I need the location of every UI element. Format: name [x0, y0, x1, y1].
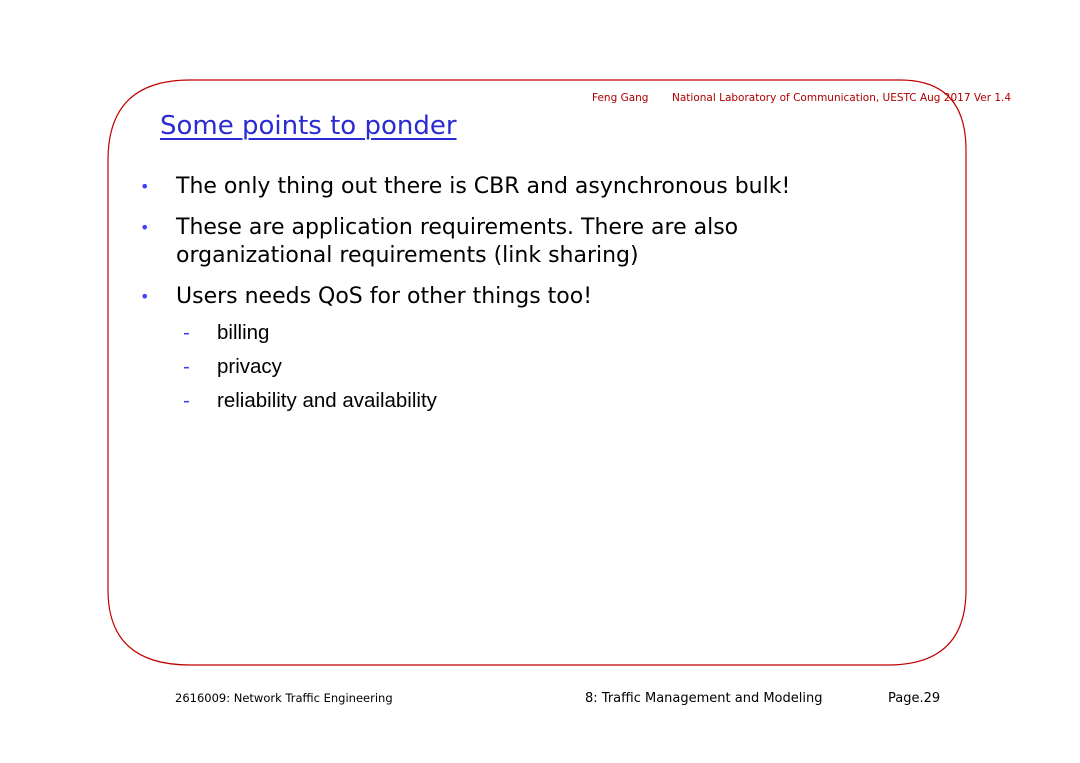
sub-bullet-item: - privacy — [183, 355, 282, 378]
bullet-item: • These are application requirements. There are also — [140, 215, 739, 240]
bullet-dot-icon: • — [140, 218, 150, 237]
dash-icon: - — [183, 355, 190, 378]
footer-chapter: 8: Traffic Management and Modeling — [585, 691, 823, 706]
bullet-continuation: organizational requirements (link sharing) — [176, 243, 639, 268]
bullet-dot-icon: • — [140, 177, 150, 196]
bullet-item: • The only thing out there is CBR and asynchronous bulk! — [140, 174, 791, 199]
header-lab-info: National Laboratory of Communication, UESTC Aug 2017 Ver 1.4 — [672, 92, 1012, 104]
footer-course: 2616009: Network Traffic Engineering — [175, 691, 393, 705]
slide-title[interactable]: Some points to ponder — [160, 111, 457, 141]
header-author: Feng Gang — [592, 92, 649, 104]
bullet-item: • Users needs QoS for other things too! — [140, 284, 593, 309]
sub-bullet-item: - reliability and availability — [183, 389, 437, 412]
sub-bullet-item: - billing — [183, 321, 270, 344]
footer-page-number: Page.29 — [888, 691, 941, 706]
dash-icon: - — [183, 321, 190, 344]
dash-icon: - — [183, 389, 190, 412]
bullet-dot-icon: • — [140, 287, 150, 306]
